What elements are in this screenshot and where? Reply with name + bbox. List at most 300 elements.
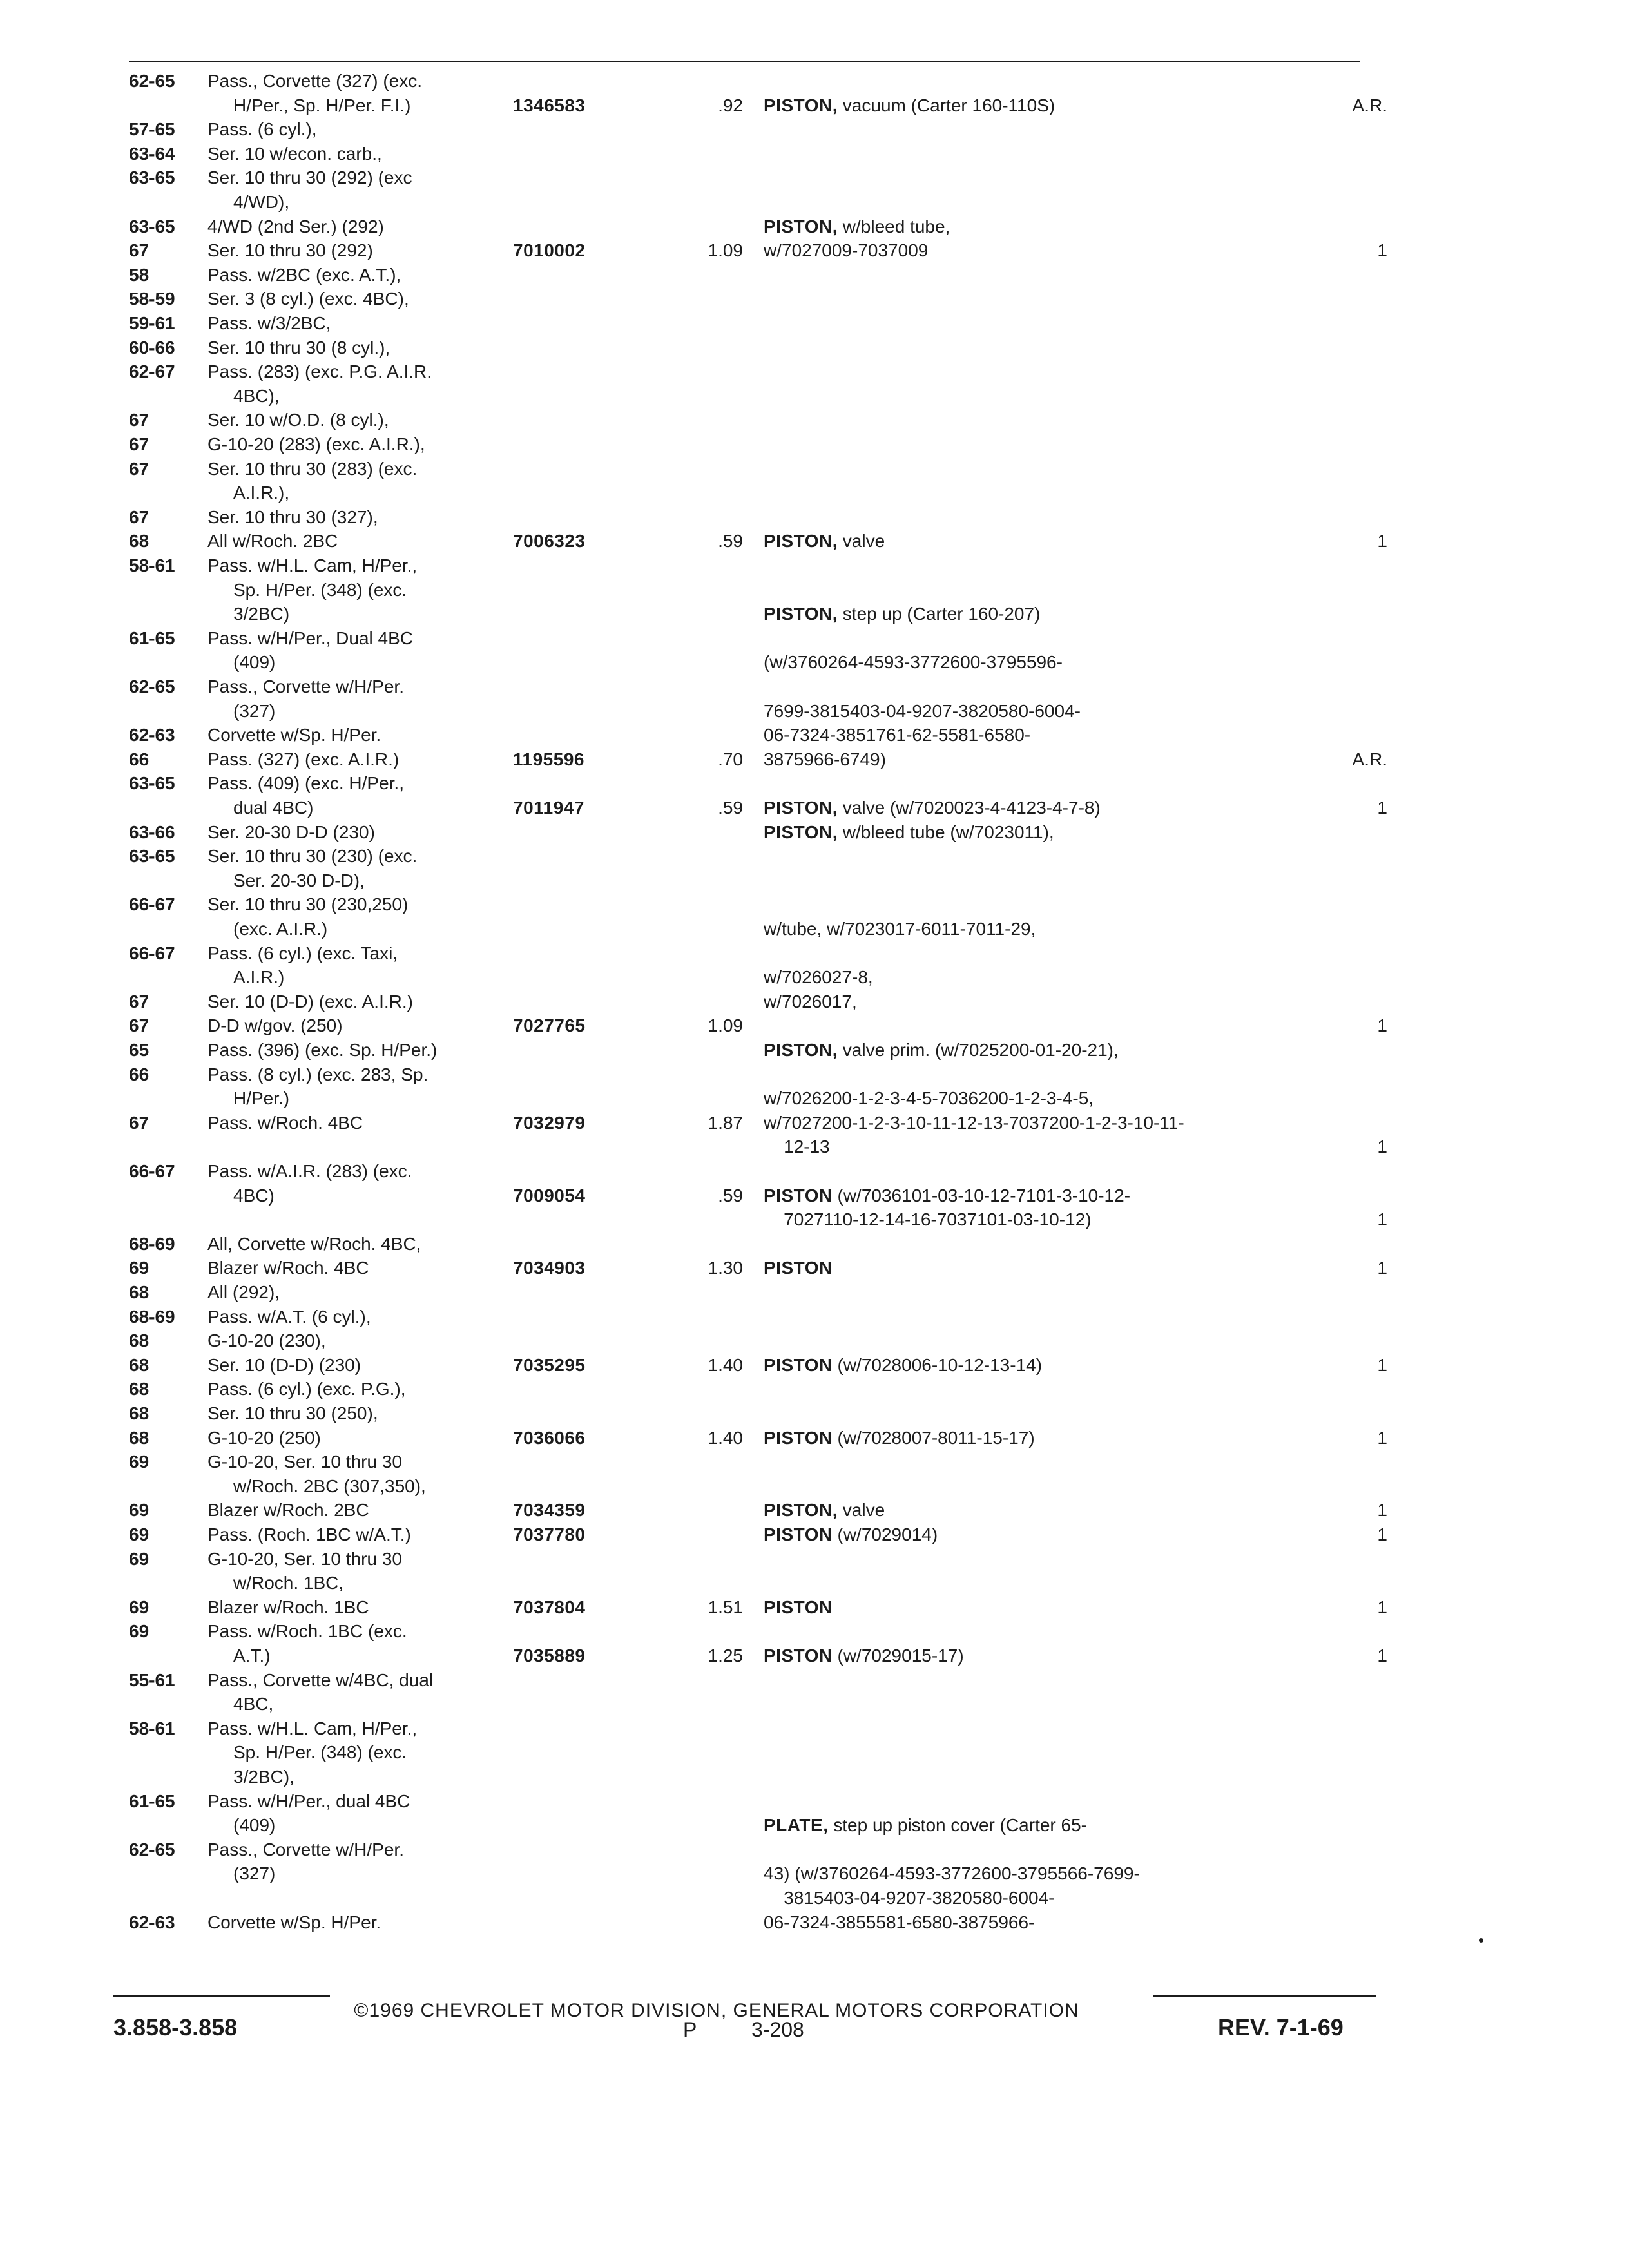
table-row (0, 1014, 1629, 1040)
year-range: 66-67 (129, 943, 175, 963)
application: 3/2BC) (233, 604, 290, 624)
description-text: 06-7324-3855581-6580-3875966- (764, 1912, 1035, 1932)
table-row (0, 530, 1629, 555)
table-row (0, 1887, 1629, 1912)
year-range: 67 (129, 1112, 149, 1133)
application: (409) (233, 1815, 276, 1836)
description (764, 1256, 833, 1280)
description (764, 239, 928, 262)
application: G-10-20 (283) (exc. A.I.R.), (207, 434, 425, 454)
quantity: A.R. (1352, 749, 1387, 769)
table-row (0, 1256, 1629, 1282)
table-row (0, 94, 1629, 120)
table-row (0, 385, 1629, 410)
table-row (0, 1111, 1629, 1137)
table-row (0, 1669, 1629, 1695)
description-text: 06-7324-3851761-62-5581-6580- (764, 725, 1031, 745)
part-number: 7006323 (513, 531, 586, 552)
application: All w/Roch. 2BC (207, 531, 338, 552)
application: 4BC), (233, 385, 280, 406)
table-row (0, 579, 1629, 604)
description-text: valve prim. (w/7025200-01-20-21), (838, 1040, 1119, 1060)
year-range: 69 (129, 1621, 149, 1642)
application: Corvette w/Sp. H/Per. (207, 725, 381, 745)
table-row (0, 748, 1629, 774)
description-text: (w/7029014) (832, 1524, 938, 1544)
year-range: 58-61 (129, 555, 175, 575)
description (764, 1208, 1092, 1231)
description-text: step up (Carter 160-207) (838, 604, 1041, 624)
application: Pass. w/Roch. 1BC (exc. (207, 1621, 407, 1642)
description-text: 7027110-12-14-16-7037101-03-10-12) (764, 1209, 1092, 1230)
part-number: 7035295 (513, 1354, 586, 1375)
table-row (0, 191, 1629, 216)
description (764, 796, 1101, 820)
description-text: (w/7028007-8011-15-17) (832, 1427, 1035, 1448)
year-range: 66 (129, 1064, 149, 1084)
description-text: w/7027200-1-2-3-10-11-12-13-7037200-1-2-3-10-11- (764, 1112, 1184, 1133)
year-range: 68 (129, 531, 149, 552)
footer-p-label: P (683, 2018, 697, 2041)
application: (409) (233, 652, 276, 673)
quantity: 1 (1377, 1137, 1387, 1157)
top-rule (129, 61, 1360, 62)
description-text: 3875966-6749) (764, 749, 886, 769)
part-name: PISTON, (764, 798, 838, 818)
part-number: 7011947 (513, 798, 584, 818)
description (764, 602, 1040, 626)
application: w/Roch. 2BC (307,350), (233, 1475, 426, 1496)
quantity: 1 (1377, 1597, 1387, 1617)
application: Pass. w/Roch. 4BC (207, 1112, 363, 1133)
application: Blazer w/Roch. 1BC (207, 1597, 369, 1617)
description (764, 1911, 1034, 1934)
copyright-line (330, 1978, 1079, 2044)
stray-mark (1479, 1938, 1483, 1943)
application: Ser. 10 thru 30 (250), (207, 1403, 378, 1423)
year-range: 61-65 (129, 1791, 175, 1811)
application: 4BC, (233, 1694, 274, 1715)
application: G-10-20, Ser. 10 thru 30 (207, 1548, 402, 1569)
table-row (0, 821, 1629, 847)
description (764, 990, 857, 1014)
year-range: 67 (129, 434, 149, 454)
part-number: 7035889 (513, 1646, 586, 1666)
description (764, 1499, 885, 1522)
description-text: w/7026017, (764, 991, 857, 1012)
quantity: 1 (1377, 1354, 1387, 1375)
application: Pass. (327) (exc. A.I.R.) (207, 749, 400, 769)
quantity: A.R. (1352, 95, 1387, 115)
application: Ser. 10 thru 30 (8 cyl.), (207, 337, 390, 358)
year-range: 62-65 (129, 677, 175, 697)
description-text: 7699-3815403-04-9207-3820580-6004- (764, 700, 1081, 721)
price: 1.40 (708, 1354, 743, 1375)
part-number: 1346583 (513, 95, 586, 115)
table-row (0, 966, 1629, 992)
part-name: PISTON (764, 1646, 833, 1666)
application: (327) (233, 700, 276, 721)
application: Ser. 10 thru 30 (230,250) (207, 894, 409, 915)
application: Ser. 10 (D-D) (230) (207, 1354, 361, 1375)
year-range: 57-65 (129, 119, 175, 140)
application: Ser. 10 (D-D) (exc. A.I.R.) (207, 991, 413, 1012)
description (764, 1523, 938, 1546)
year-range: 62-63 (129, 1912, 175, 1932)
description (764, 748, 886, 771)
application: Ser. 10 thru 30 (283) (exc. (207, 458, 418, 479)
table-row (0, 1378, 1629, 1403)
application: D-D w/gov. (250) (207, 1015, 343, 1036)
table-row (0, 506, 1629, 532)
description (764, 530, 885, 553)
table-row (0, 772, 1629, 798)
price: .59 (718, 798, 743, 818)
table-row (0, 142, 1629, 168)
description (764, 1814, 1087, 1837)
table-row (0, 70, 1629, 95)
year-range: 62-67 (129, 361, 175, 382)
year-range: 68 (129, 1403, 149, 1423)
application: Ser. 10 thru 30 (292) (exc (207, 168, 412, 188)
year-range: 63-66 (129, 822, 175, 842)
description (764, 700, 1081, 723)
application: Pass. (283) (exc. P.G. A.I.R. (207, 361, 432, 382)
year-range: 58 (129, 264, 149, 285)
year-range: 69 (129, 1548, 149, 1569)
description (764, 1427, 1035, 1450)
description-text: w/7027009-7037009 (764, 240, 929, 261)
year-range: 69 (129, 1597, 149, 1617)
part-name: PISTON, (764, 822, 838, 842)
price: 1.30 (708, 1258, 743, 1278)
price: .59 (718, 1185, 743, 1206)
application: Pass. w/A.I.R. (283) (exc. (207, 1161, 412, 1181)
application: Sp. H/Per. (348) (exc. (233, 1742, 407, 1763)
part-number: 7036066 (513, 1427, 586, 1448)
part-name: PISTON (764, 1524, 833, 1544)
price: .92 (718, 95, 743, 115)
table-row (0, 1427, 1629, 1452)
price: 1.09 (708, 240, 743, 261)
description-text: 12-13 (764, 1137, 830, 1157)
year-range: 67 (129, 410, 149, 430)
application: 4BC) (233, 1185, 275, 1206)
application: Pass. (396) (exc. Sp. H/Per.) (207, 1040, 438, 1060)
description (764, 215, 950, 238)
table-row (0, 1717, 1629, 1743)
application: Pass. (6 cyl.), (207, 119, 317, 140)
application: All (292), (207, 1282, 280, 1302)
application: Pass. w/H.L. Cam, H/Per., (207, 1718, 418, 1738)
table-row (0, 166, 1629, 192)
table-row (0, 1620, 1629, 1646)
application: Pass. w/H.L. Cam, H/Per., (207, 555, 418, 575)
application: Pass. w/3/2BC, (207, 313, 331, 333)
table-row (0, 1305, 1629, 1331)
description-text: step up piston cover (Carter 65- (828, 1815, 1087, 1836)
description (764, 1887, 1054, 1910)
part-name: PISTON, (764, 531, 838, 552)
table-row (0, 1475, 1629, 1501)
quantity: 1 (1377, 1209, 1387, 1230)
price: 1.09 (708, 1015, 743, 1036)
application: Pass. (8 cyl.) (exc. 283, Sp. (207, 1064, 429, 1084)
footer-revision: REV. 7-1-69 (1218, 2014, 1344, 2041)
price: .70 (718, 749, 743, 769)
year-range: 59-61 (129, 313, 175, 333)
year-range: 67 (129, 506, 149, 527)
application: A.I.R.), (233, 483, 290, 503)
year-range: 63-65 (129, 216, 175, 236)
year-range: 67 (129, 991, 149, 1012)
year-range: 62-65 (129, 1839, 175, 1860)
year-range: 68 (129, 1427, 149, 1448)
description (764, 1135, 830, 1158)
application: A.T.) (233, 1646, 271, 1666)
table-row (0, 1208, 1629, 1234)
table-row (0, 869, 1629, 895)
year-range: 61-65 (129, 628, 175, 648)
table-row (0, 1596, 1629, 1622)
table-row (0, 433, 1629, 459)
table-row (0, 1184, 1629, 1210)
table-row (0, 118, 1629, 144)
application: A.I.R.) (233, 967, 285, 988)
description-text: valve (838, 1500, 885, 1521)
application: Ser. 20-30 D-D (230) (207, 822, 375, 842)
part-name: PISTON, (764, 1500, 838, 1521)
part-name: PISTON (764, 1354, 833, 1375)
application: H/Per., Sp. H/Per. F.I.) (233, 95, 411, 115)
table-row (0, 1450, 1629, 1476)
description (764, 918, 1036, 941)
part-number: 7027765 (513, 1015, 586, 1036)
table-row (0, 845, 1629, 870)
year-range: 55-61 (129, 1669, 175, 1690)
copyright-text: ©1969 CHEVROLET MOTOR DIVISION, GENERAL MOTORS CORPORATION (354, 2000, 1079, 2021)
table-row (0, 215, 1629, 241)
part-name: PISTON (764, 1185, 833, 1206)
table-row (0, 602, 1629, 628)
description (764, 1644, 964, 1667)
application: G-10-20 (250) (207, 1427, 321, 1448)
part-number: 7010002 (513, 240, 586, 261)
year-range: 69 (129, 1500, 149, 1521)
application: Pass. (409) (exc. H/Per., (207, 773, 404, 794)
table-row (0, 1693, 1629, 1718)
year-range: 63-65 (129, 168, 175, 188)
table-row (0, 360, 1629, 386)
part-number: 7032979 (513, 1112, 586, 1133)
quantity: 1 (1377, 1427, 1387, 1448)
description (764, 1354, 1042, 1377)
part-name: PISTON, (764, 1040, 838, 1060)
application: w/Roch. 1BC, (233, 1573, 344, 1593)
year-range: 63-65 (129, 846, 175, 867)
application: H/Per.) (233, 1088, 290, 1109)
table-row (0, 457, 1629, 483)
application: 3/2BC), (233, 1767, 294, 1787)
description-text: w/bleed tube (w/7023011), (838, 822, 1054, 842)
table-row (0, 408, 1629, 434)
quantity: 1 (1377, 240, 1387, 261)
application: Blazer w/Roch. 4BC (207, 1258, 369, 1278)
part-name: PISTON, (764, 604, 838, 624)
year-range: 66-67 (129, 1161, 175, 1181)
table-row (0, 1087, 1629, 1113)
application: Ser. 20-30 D-D), (233, 870, 365, 890)
application: Ser. 3 (8 cyl.) (exc. 4BC), (207, 289, 409, 309)
part-name: PLATE, (764, 1815, 829, 1836)
table-row (0, 1233, 1629, 1258)
description-text: valve (838, 531, 885, 552)
description (764, 1596, 833, 1619)
description-text: valve (w/7020023-4-4123-4-7-8) (838, 798, 1101, 818)
description-text: (w/7036101-03-10-12-7101-3-10-12- (832, 1185, 1131, 1206)
application: Corvette w/Sp. H/Per. (207, 1912, 381, 1932)
table-row (0, 724, 1629, 749)
description-text: (w/7028006-10-12-13-14) (832, 1354, 1043, 1375)
footer-page-number: 3-208 (751, 2018, 804, 2041)
year-range: 69 (129, 1524, 149, 1544)
description-text: w/7026027-8, (764, 967, 873, 988)
quantity: 1 (1377, 798, 1387, 818)
table-row (0, 287, 1629, 313)
part-name: PISTON (764, 1597, 833, 1617)
application: Pass. w/H/Per., Dual 4BC (207, 628, 414, 648)
application: (exc. A.I.R.) (233, 919, 328, 939)
application: Ser. 10 thru 30 (327), (207, 506, 378, 527)
year-range: 67 (129, 458, 149, 479)
part-name: PISTON (764, 1258, 833, 1278)
application: Pass. (6 cyl.) (exc. Taxi, (207, 943, 398, 963)
description (764, 724, 1030, 747)
description-text: w/7026200-1-2-3-4-5-7036200-1-2-3-4-5, (764, 1088, 1094, 1109)
table-row (0, 312, 1629, 338)
application: Sp. H/Per. (348) (exc. (233, 579, 407, 600)
application: Pass., Corvette w/4BC, dual (207, 1669, 434, 1690)
application: Pass., Corvette (327) (exc. (207, 71, 423, 91)
table-row (0, 700, 1629, 726)
application: 4/WD), (233, 192, 290, 212)
application: Blazer w/Roch. 2BC (207, 1500, 369, 1521)
table-row (0, 796, 1629, 822)
year-range: 58-61 (129, 1718, 175, 1738)
table-row (0, 1790, 1629, 1816)
year-range: 67 (129, 1015, 149, 1036)
table-row (0, 1039, 1629, 1064)
quantity: 1 (1377, 1500, 1387, 1521)
copyright-rule-right (1153, 1995, 1376, 1997)
table-row (0, 1765, 1629, 1791)
application: Ser. 10 w/econ. carb., (207, 143, 382, 164)
description (764, 94, 1055, 117)
table-row (0, 651, 1629, 677)
year-range: 69 (129, 1258, 149, 1278)
description-text: w/tube, w/7023017-6011-7011-29, (764, 919, 1036, 939)
table-row (0, 627, 1629, 653)
price: 1.25 (708, 1646, 743, 1666)
part-number: 1195596 (513, 749, 584, 769)
description (764, 1111, 1184, 1135)
year-range: 67 (129, 240, 149, 261)
application: Ser. 10 w/O.D. (8 cyl.), (207, 410, 389, 430)
description (764, 651, 1063, 674)
price: 1.87 (708, 1112, 743, 1133)
table-row (0, 942, 1629, 968)
table-row (0, 990, 1629, 1016)
description (764, 1039, 1119, 1062)
table-row (0, 918, 1629, 943)
application: Pass., Corvette w/H/Per. (207, 677, 404, 697)
copyright-rule-left (113, 1995, 330, 1997)
part-name: PISTON, (764, 216, 838, 236)
quantity: 1 (1377, 1646, 1387, 1666)
footer-section-number: 3.858-3.858 (113, 2014, 238, 2041)
year-range: 62-65 (129, 71, 175, 91)
quantity: 1 (1377, 1524, 1387, 1544)
table-row (0, 1402, 1629, 1428)
part-number: 7009054 (513, 1185, 586, 1206)
table-row (0, 1862, 1629, 1888)
year-range: 68-69 (129, 1306, 175, 1327)
application: Ser. 10 thru 30 (230) (exc. (207, 846, 418, 867)
table-row (0, 1911, 1629, 1937)
year-range: 68 (129, 1282, 149, 1302)
application: All, Corvette w/Roch. 4BC, (207, 1233, 421, 1254)
table-row (0, 1741, 1629, 1767)
year-range: 60-66 (129, 337, 175, 358)
year-range: 68 (129, 1379, 149, 1399)
description (764, 1862, 1140, 1885)
description (764, 966, 873, 989)
table-row (0, 336, 1629, 362)
application: G-10-20 (230), (207, 1331, 326, 1351)
description-text: w/bleed tube, (838, 216, 950, 236)
price: 1.51 (708, 1597, 743, 1617)
part-number: 7037780 (513, 1524, 586, 1544)
description (764, 821, 1054, 844)
description-text: (w/3760264-4593-3772600-3795596- (764, 652, 1063, 673)
table-row (0, 1814, 1629, 1840)
year-range: 63-64 (129, 143, 175, 164)
table-row (0, 1281, 1629, 1307)
part-name: PISTON (764, 1427, 833, 1448)
application: Pass. (Roch. 1BC w/A.T.) (207, 1524, 411, 1544)
year-range: 66-67 (129, 894, 175, 915)
description (764, 1087, 1094, 1110)
table-row (0, 264, 1629, 289)
table-row (0, 1571, 1629, 1597)
table-row (0, 1548, 1629, 1573)
quantity: 1 (1377, 531, 1387, 552)
table-row (0, 675, 1629, 701)
part-number: 7034903 (513, 1258, 586, 1278)
year-range: 65 (129, 1040, 149, 1060)
year-range: 68 (129, 1354, 149, 1375)
application: Pass., Corvette w/H/Per. (207, 1839, 404, 1860)
table-row (0, 1135, 1629, 1161)
quantity: 1 (1377, 1015, 1387, 1036)
application: Pass. (6 cyl.) (exc. P.G.), (207, 1379, 406, 1399)
application: (327) (233, 1863, 276, 1884)
year-range: 69 (129, 1452, 149, 1472)
price: .59 (718, 531, 743, 552)
table-row (0, 1063, 1629, 1089)
table-row (0, 1838, 1629, 1864)
application: Pass. w/A.T. (6 cyl.), (207, 1306, 371, 1327)
